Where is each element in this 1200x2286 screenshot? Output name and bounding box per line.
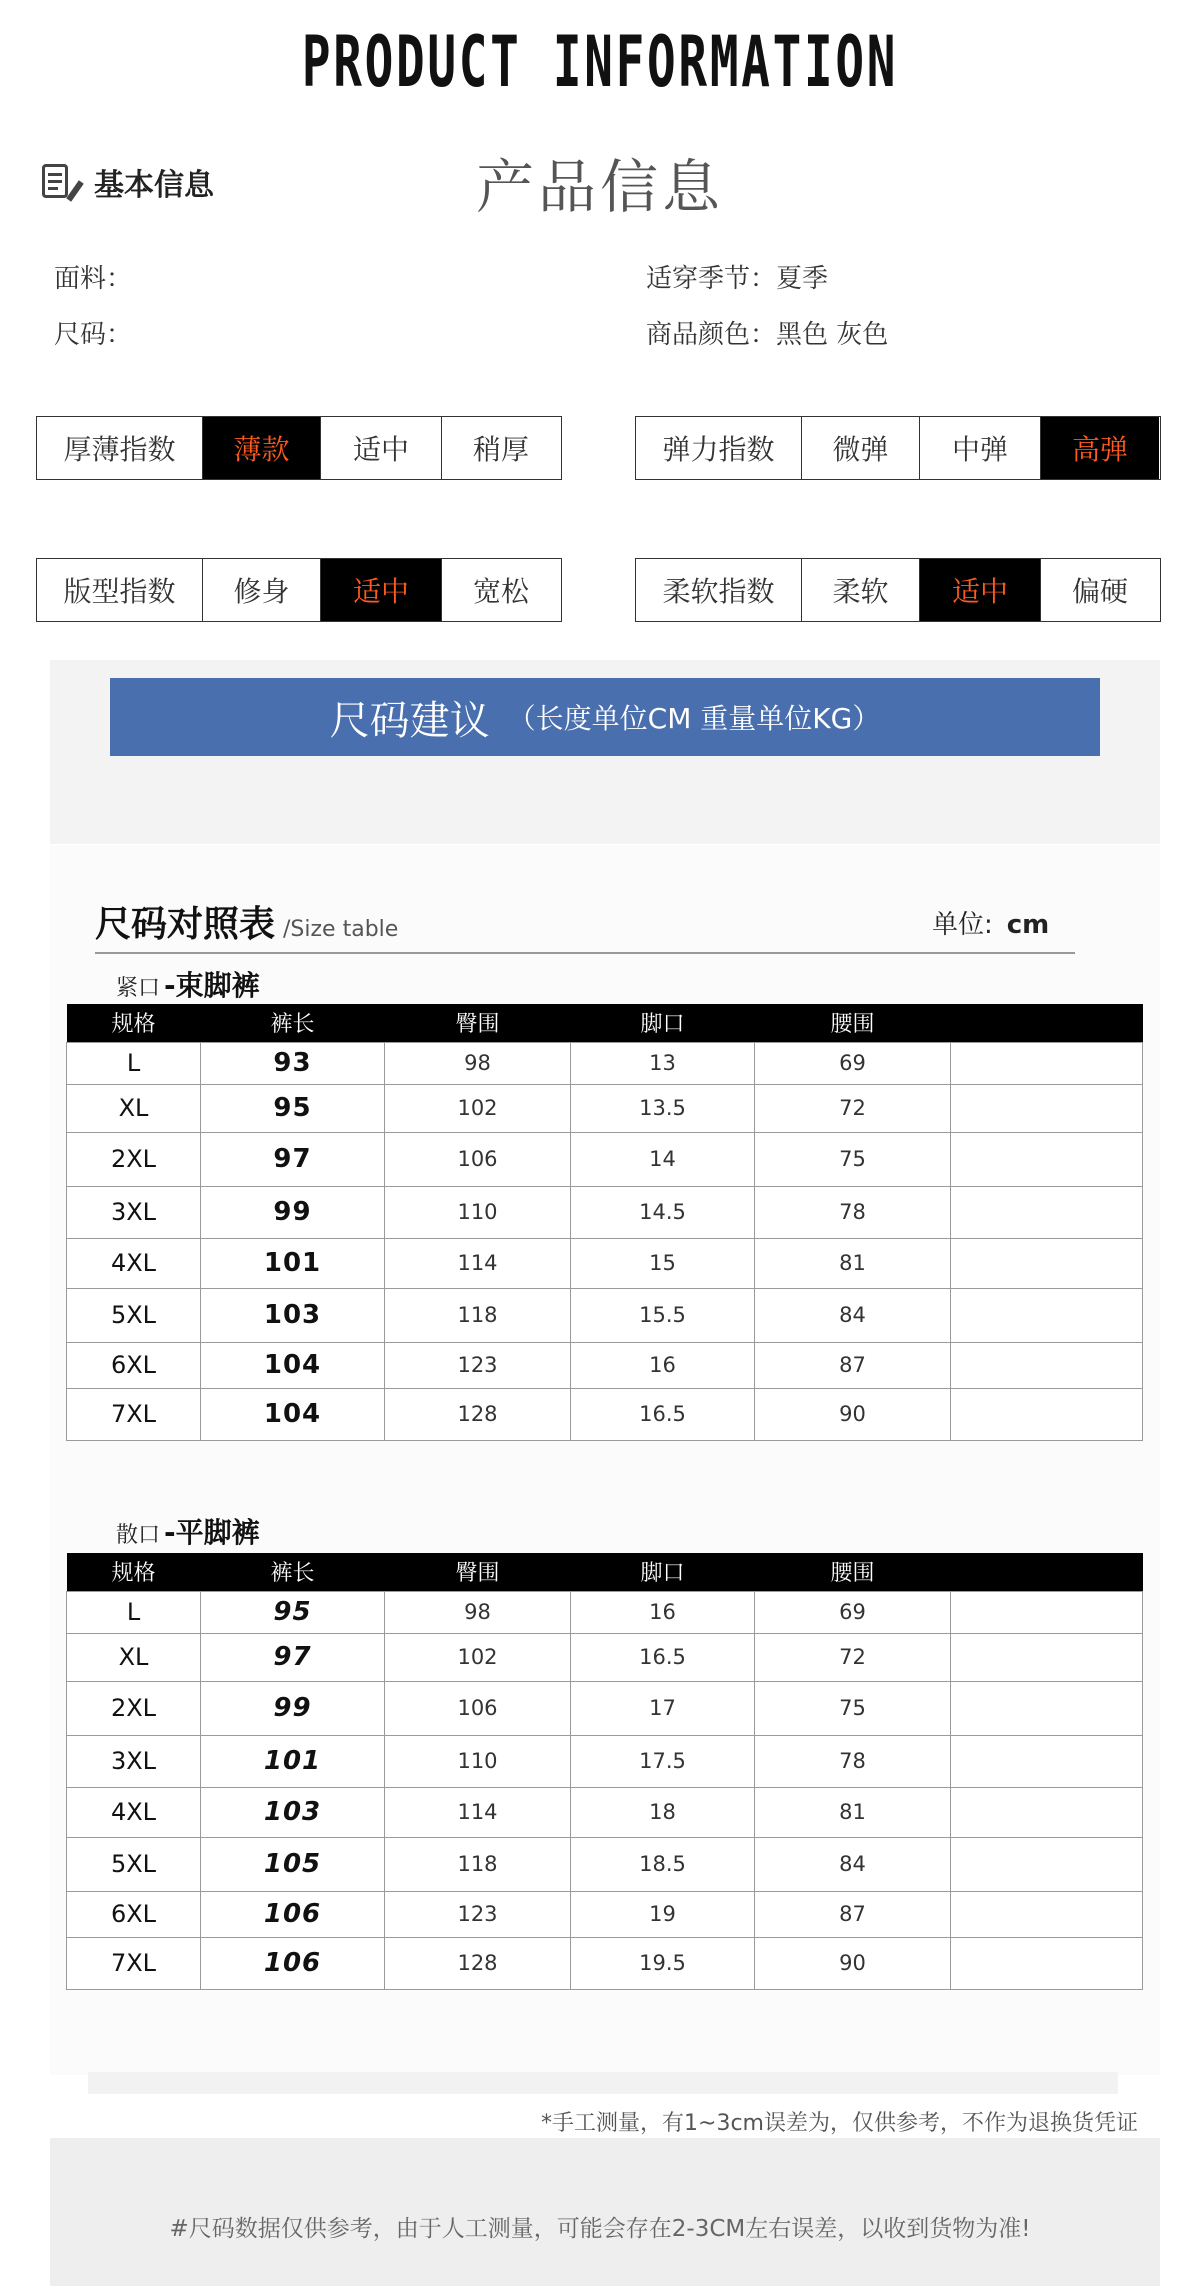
season-label: 适穿季节： [646,264,777,294]
value-cell: 128 [385,1937,571,1989]
subtitle-prefix: 散口 [116,1523,161,1548]
size-label: 尺码： [54,320,133,350]
length-cell: 95 [201,1591,385,1633]
value-cell: 13 [571,1042,755,1084]
size-cell: 3XL [67,1735,201,1787]
size-cell: 7XL [67,1388,201,1440]
size-table-straight [66,1553,1143,1990]
index-option: 适中 [919,559,1040,621]
size-advice-banner [110,678,1100,756]
size-cell: 4XL [67,1238,201,1288]
size-cell: 2XL [67,1681,201,1735]
value-cell: 123 [385,1891,571,1937]
table-subtitle [116,964,260,1004]
value-cell: 98 [385,1591,571,1633]
size-info [54,314,132,351]
value-cell: 72 [755,1633,951,1681]
table-row [67,1132,1143,1186]
fabric-label: 面料： [54,264,133,294]
length-cell: 101 [201,1735,385,1787]
color-label: 商品颜色： [646,320,777,350]
unit-value: cm [1006,910,1050,940]
value-cell: 78 [755,1735,951,1787]
banner-sub-text: （长度单位CM 重量单位KG） [507,702,881,735]
measure-note: *手工测量，有1~3cm误差为，仅供参考，不作为退换货凭证 [541,2111,1138,2136]
value-cell: 18 [571,1787,755,1837]
column-header: 规格 [67,1004,201,1042]
title-en: PRODUCT INFORMATION [301,21,899,103]
table-row [67,1591,1143,1633]
value-cell: 102 [385,1633,571,1681]
size-table-title-en: /Size table [283,917,399,942]
value-cell: 18.5 [571,1837,755,1891]
value-cell [951,1633,1143,1681]
fit-index [36,558,562,622]
value-cell: 90 [755,1937,951,1989]
value-cell: 16 [571,1342,755,1388]
value-cell: 78 [755,1186,951,1238]
length-cell: 93 [201,1042,385,1084]
index-option: 稍厚 [441,417,560,479]
size-cell: 3XL [67,1186,201,1238]
fabric-info [54,258,132,295]
table-header-row [67,1553,1143,1591]
index-label: 厚薄指数 [63,433,176,466]
season-value: 夏季 [776,264,829,294]
value-cell: 15.5 [571,1288,755,1342]
value-cell [951,1937,1143,1989]
banner-main-text: 尺码建议 [329,697,490,744]
value-cell [951,1042,1143,1084]
index-option: 中弹 [919,417,1040,479]
size-cell: 6XL [67,1342,201,1388]
footer-note: #尺码数据仅供参考，由于人工测量，可能会存在2-3CM左右误差，以收到货物为准! [169,2216,1031,2242]
column-header: 脚口 [571,1553,755,1591]
index-option: 柔软 [801,559,919,621]
value-cell: 87 [755,1342,951,1388]
size-cell: L [67,1042,201,1084]
value-cell: 87 [755,1891,951,1937]
value-cell [951,1591,1143,1633]
color-info [646,314,888,351]
size-cell: 5XL [67,1837,201,1891]
value-cell [951,1132,1143,1186]
table-subtitle [116,1511,260,1551]
value-cell: 81 [755,1238,951,1288]
table-row [67,1186,1143,1238]
title-cn: 产品信息 [475,153,724,221]
index-option: 微弹 [801,417,919,479]
index-option: 高弹 [1040,417,1159,479]
value-cell: 19 [571,1891,755,1937]
value-cell: 14 [571,1132,755,1186]
separator-strip [88,2072,1118,2094]
value-cell [951,1681,1143,1735]
softness-index [635,558,1161,622]
value-cell [951,1238,1143,1288]
table-row [67,1937,1143,1989]
table-row [67,1787,1143,1837]
value-cell: 69 [755,1591,951,1633]
index-label: 柔软指数 [662,575,775,608]
value-cell: 75 [755,1681,951,1735]
value-cell: 17 [571,1681,755,1735]
table-row [67,1288,1143,1342]
value-cell [951,1288,1143,1342]
table-row [67,1084,1143,1132]
value-cell: 16.5 [571,1388,755,1440]
value-cell [951,1388,1143,1440]
elasticity-index [635,416,1161,480]
column-header: 规格 [67,1553,201,1591]
length-cell: 99 [201,1186,385,1238]
thickness-index [36,416,562,480]
value-cell: 90 [755,1388,951,1440]
divider [95,952,1075,954]
column-header: 腰围 [755,1553,951,1591]
size-cell: XL [67,1633,201,1681]
value-cell: 84 [755,1288,951,1342]
basic-info-heading [40,160,214,204]
size-cell: 7XL [67,1937,201,1989]
value-cell: 17.5 [571,1735,755,1787]
table-row [67,1342,1143,1388]
table-row [67,1735,1143,1787]
value-cell: 102 [385,1084,571,1132]
column-header: 臀围 [385,1004,571,1042]
size-cell: XL [67,1084,201,1132]
size-cell: 4XL [67,1787,201,1837]
value-cell: 13.5 [571,1084,755,1132]
value-cell: 114 [385,1787,571,1837]
value-cell [951,1186,1143,1238]
index-option: 适中 [320,559,441,621]
length-cell: 106 [201,1937,385,1989]
table-row [67,1681,1143,1735]
value-cell: 16.5 [571,1633,755,1681]
index-option: 薄款 [202,417,320,479]
value-cell: 14.5 [571,1186,755,1238]
column-header: 裤长 [201,1004,385,1042]
index-label: 版型指数 [63,575,176,608]
index-option: 修身 [202,559,320,621]
value-cell [951,1342,1143,1388]
value-cell: 123 [385,1342,571,1388]
size-cell: 2XL [67,1132,201,1186]
length-cell: 103 [201,1787,385,1837]
subtitle-prefix: 紧口 [116,976,161,1001]
column-header: 腰围 [755,1004,951,1042]
subtitle-main: -束脚裤 [164,969,260,1002]
value-cell: 84 [755,1837,951,1891]
value-cell [951,1084,1143,1132]
basic-info-label: 基本信息 [94,168,214,203]
length-cell: 104 [201,1342,385,1388]
value-cell: 114 [385,1238,571,1288]
value-cell: 19.5 [571,1937,755,1989]
value-cell: 16 [571,1591,755,1633]
length-cell: 99 [201,1681,385,1735]
size-cell: 6XL [67,1891,201,1937]
index-option: 偏硬 [1040,559,1159,621]
table-header-row [67,1004,1143,1042]
value-cell: 98 [385,1042,571,1084]
season-info [646,258,828,295]
value-cell: 15 [571,1238,755,1288]
column-header [951,1553,1143,1591]
value-cell [951,1891,1143,1937]
unit-info [932,904,1049,941]
size-table-tapered [66,1004,1143,1441]
table-body [67,1591,1143,1989]
table-body [67,1042,1143,1440]
index-option: 适中 [320,417,441,479]
value-cell [951,1837,1143,1891]
index-label: 弹力指数 [662,433,775,466]
value-cell: 118 [385,1288,571,1342]
value-cell: 106 [385,1681,571,1735]
value-cell: 72 [755,1084,951,1132]
length-cell: 97 [201,1132,385,1186]
value-cell: 81 [755,1787,951,1837]
value-cell: 69 [755,1042,951,1084]
length-cell: 104 [201,1388,385,1440]
length-cell: 105 [201,1837,385,1891]
table-row [67,1388,1143,1440]
value-cell: 128 [385,1388,571,1440]
table-row [67,1837,1143,1891]
length-cell: 95 [201,1084,385,1132]
value-cell: 110 [385,1186,571,1238]
value-cell [951,1787,1143,1837]
table-row [67,1891,1143,1937]
length-cell: 101 [201,1238,385,1288]
value-cell: 118 [385,1837,571,1891]
column-header: 臀围 [385,1553,571,1591]
value-cell: 110 [385,1735,571,1787]
color-value: 黑色 灰色 [776,320,889,350]
size-cell: L [67,1591,201,1633]
column-header: 脚口 [571,1004,755,1042]
value-cell: 106 [385,1132,571,1186]
index-option: 宽松 [441,559,560,621]
subtitle-main: -平脚裤 [164,1516,260,1549]
length-cell: 97 [201,1633,385,1681]
table-row [67,1238,1143,1288]
unit-label: 单位: [932,910,993,940]
value-cell [951,1735,1143,1787]
table-row [67,1042,1143,1084]
size-cell: 5XL [67,1288,201,1342]
size-table-title [95,896,398,947]
table-row [67,1633,1143,1681]
value-cell: 75 [755,1132,951,1186]
column-header: 裤长 [201,1553,385,1591]
document-edit-icon [40,162,74,202]
length-cell: 106 [201,1891,385,1937]
size-table-title-cn: 尺码对照表 [95,904,276,945]
length-cell: 103 [201,1288,385,1342]
column-header [951,1004,1143,1042]
